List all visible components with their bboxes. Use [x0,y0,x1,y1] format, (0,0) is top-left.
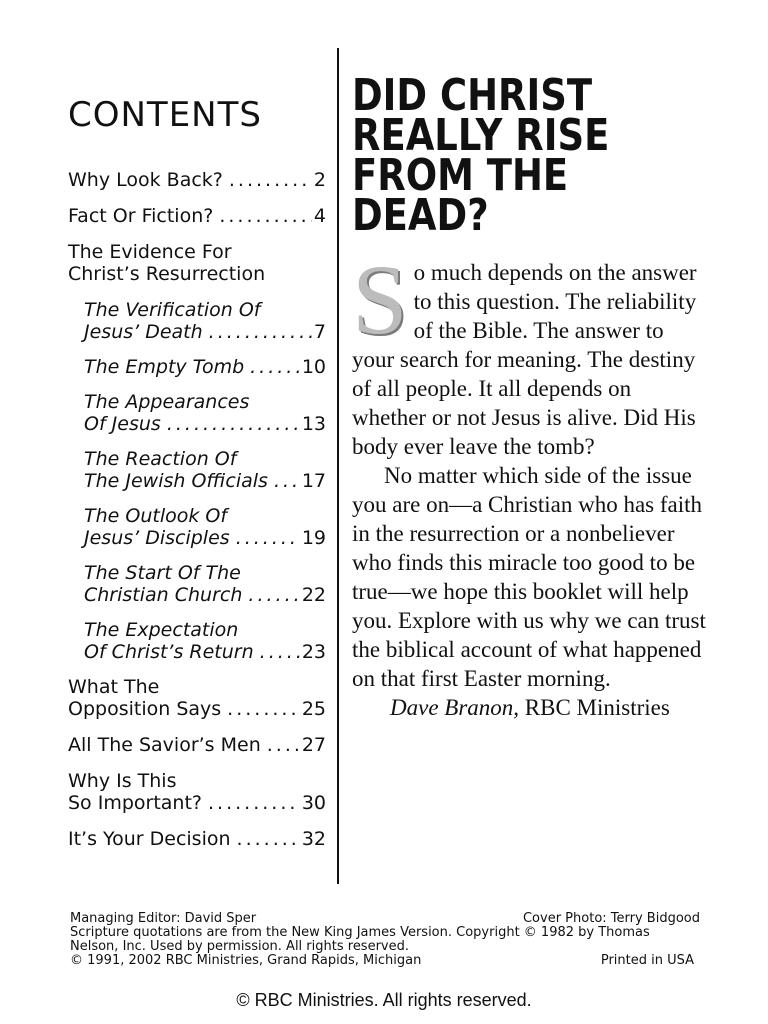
toc-entry-title: Of Christ’s Return [84,641,254,663]
toc-entry-title: The Outlook Of [84,505,228,527]
toc-entry-title: Why Is This [68,770,177,792]
toc-entry-title: Christian Church [84,584,243,606]
dot-leader [236,527,300,549]
dot-leader [260,641,300,663]
toc-entry-title: The Reaction Of [84,448,237,470]
toc-entry[interactable] [68,562,326,606]
paragraph-1-text: o much depends on the answer to this question. The reliability of the Bible. The answer to your search for meaning. The destiny of all people. It all depends on whether or not Jesus is alive. Did His body ever leave the tomb? [352,260,697,459]
scripture-notice: Scripture quotations are from the New King James Version. Copyright © 1982 by Thomas Nelson, Inc. Used by permission. All rights reserved. [70,925,650,954]
toc-page-number: 25 [301,698,326,720]
toc-entry[interactable] [68,205,326,227]
signature-org: RBC Ministries [519,695,670,720]
article-headline [352,70,708,241]
toc-entry-title: All The Savior’s Men [68,734,261,756]
toc-entry-title: The Verification Of [84,299,261,321]
toc-entry[interactable] [68,828,326,850]
drop-cap: S [352,244,408,355]
copyright-footer: © RBC Ministries. All rights reserved. [236,990,532,1010]
headline-line: DEAD? [352,190,489,241]
toc-entry[interactable] [68,448,326,492]
toc-entry-title: Opposition Says [68,698,222,720]
table-of-contents [68,95,326,864]
article-body [352,244,708,722]
toc-entry[interactable] [68,505,326,549]
publisher-notice: © 1991, 2002 RBC Ministries, Grand Rapids, Michigan [70,953,422,968]
toc-page-number: 7 [313,321,326,343]
toc-entry-title: Of Jesus [84,413,161,435]
toc-entry-title: The Appearances [84,391,250,413]
contents-list [68,169,326,850]
managing-editor: Managing Editor: David Sper [70,911,257,926]
toc-page-number: 23 [301,641,326,663]
toc-entry[interactable] [68,734,326,756]
toc-entry-title: So Important? [68,792,203,814]
toc-entry-title: It’s Your Decision [68,828,231,850]
printed-in: Printed in USA [600,953,694,968]
toc-page-number: 22 [301,584,326,606]
toc-entry[interactable] [68,676,326,720]
headline-line: REALLY RISE [352,110,610,161]
toc-page-number: 32 [301,828,326,850]
credits [70,912,700,968]
headline-line: FROM THE [352,150,569,201]
toc-page-number: 19 [301,527,326,549]
credits-row [70,912,700,926]
dot-leader [167,413,300,435]
dot-leader [219,205,312,227]
dot-leader [267,734,300,756]
dot-leader [227,698,300,720]
signature-name: Dave Branon, [390,695,520,720]
dot-leader [248,584,299,606]
toc-entry[interactable] [68,241,326,285]
toc-entry-title: What The [68,676,160,698]
toc-entry[interactable] [68,169,326,191]
paragraph-2: No matter which side of the issue you are on—a Christian who has faith in the resurrection or a nonbeliever who finds this miracle too good to be true—we hope this booklet will help you. Explore with us why we can trust the biblical account of what happened on that first Easter morning. [352,463,706,691]
paragraph-1 [352,244,708,461]
toc-page-number: 10 [301,356,326,378]
cover-photo-credit: Cover Photo: Terry Bidgood [522,911,700,926]
toc-entry[interactable] [68,299,326,343]
toc-entry[interactable] [68,770,326,814]
toc-entry-title: Why Look Back? [68,169,223,191]
toc-entry-title: Jesus’ Disciples [84,527,230,549]
contents-title: CONTENTS [68,95,262,135]
headline-line: DID CHRIST [352,70,593,121]
column-divider [337,48,339,884]
dot-leader [237,828,300,850]
signature [352,693,708,722]
article [352,70,708,722]
toc-page-number: 30 [301,792,326,814]
toc-page-number: 2 [313,169,326,191]
toc-page-number: 27 [301,734,326,756]
dot-leader [274,470,300,492]
toc-page-number: 4 [313,205,326,227]
dot-leader [229,169,312,191]
credits-row [70,954,700,968]
toc-entry[interactable] [68,619,326,663]
toc-entry-title: Fact Or Fiction? [68,205,214,227]
dot-leader [208,792,300,814]
dot-leader [250,356,300,378]
toc-entry-title: Christ’s Resurrection [68,263,266,285]
toc-entry[interactable] [68,356,326,378]
toc-entry-title: The Expectation [84,619,239,641]
toc-page-number: 17 [301,470,326,492]
toc-entry-title: The Start Of The [84,562,241,584]
toc-entry-title: The Evidence For [68,241,232,263]
dot-leader [209,321,312,343]
toc-entry-title: The Empty Tomb [84,356,245,378]
toc-entry[interactable] [68,391,326,435]
toc-entry-title: Jesus’ Death [84,321,203,343]
toc-page-number: 13 [301,413,326,435]
toc-entry-title: The Jewish Officials [84,470,268,492]
